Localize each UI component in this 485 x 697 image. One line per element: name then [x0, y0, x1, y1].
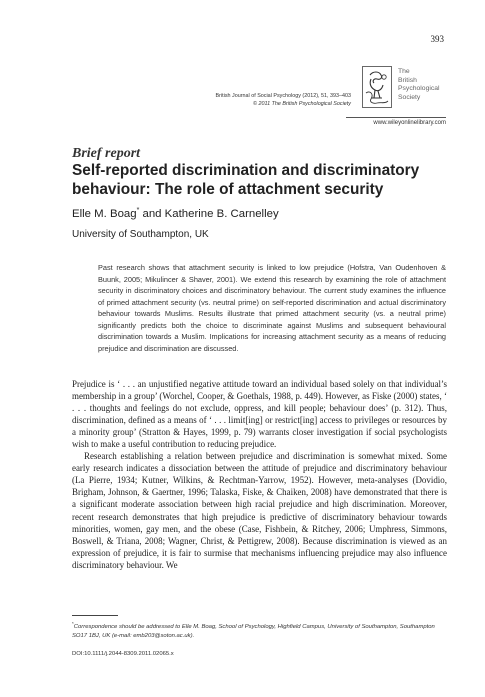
website-link[interactable]: www.wileyonlinelibrary.com	[373, 120, 446, 126]
author-list	[72, 207, 279, 220]
society-name-line: British	[398, 76, 417, 84]
body-paragraph: Research establishing a relation between prejudice and discrimination is somewhat mixed. Some early research indicates a dissociation between the attitude of prejudice and discriminatory behaviour (La Pierre, 1934; Kutner, Wilkins, & Rechtman-Yarrow, 1952). However, meta-analyses (Dovidio, Brigham, Johnson, & Gaertner, 1996; Talaska, Fiske, & Chaiken, 2008) have demonstrated that there is a significant moderate association between high racial prejudice and high discrimination. Moreover, recent research demonstrates that high prejudice is predictive of discriminatory behaviour towards minorities, women, gay men, and the obese (Case, Fishbein, & Ritchey, 2006; Umphress, Simmons, Boswell, & Triana, 2008; Wagner, Christ, & Pettigrew, 2008). Because discrimination is viewed as an expression of prejudice, it is fair to surmise that mechanisms influencing prejudice may also influence discriminatory behaviour. We	[72, 451, 447, 570]
author-name: Katherine B. Carnelley	[164, 207, 279, 220]
page-number: 393	[430, 34, 444, 44]
abstract: Past research shows that attachment security is linked to low prejudice (Hofstra, Van Oudenhoven & Buunk, 2005; Mikulincer & Shaver, 2001). We extend this research by examining the role of attachment security in discriminatory choices and discriminatory behaviour. The current study examines the influence of primed attachment security (vs. neutral prime) on self-reported discrimination and actual discriminatory behaviour towards Muslims. Results illustrate that primed attachment security (vs. a neutral prime) significantly predicts both the choice to discriminate against Muslims and subsequent behavioural discrimination towards a Muslim. Implications for increasing attachment security as a means of reducing prejudice and discrimination are discussed.	[98, 263, 446, 353]
doi: DOI:10.1111/j.2044-8309.2011.02065.x	[72, 651, 174, 657]
society-name-line: Society	[398, 93, 421, 101]
header-divider	[346, 117, 446, 118]
society-name	[398, 68, 440, 102]
journal-info	[216, 92, 351, 108]
article-type: Brief report	[72, 146, 141, 161]
footnote-mark: *	[72, 621, 74, 626]
british-psychological-society-logo	[362, 66, 392, 108]
author-connector: and	[139, 207, 165, 220]
footnote-divider	[72, 615, 118, 616]
body-text	[72, 378, 447, 571]
correspondence-mark: *	[136, 207, 140, 214]
journal-citation: British Journal of Social Psychology (2012), 51, 393–403	[215, 93, 351, 99]
footnote	[72, 619, 450, 642]
journal-copyright: © 2011 The British Psychological Society	[253, 101, 351, 107]
article-title: Self-reported discrimination and discriminatory behaviour: The role of attachment security	[72, 162, 420, 198]
society-name-line: Psychological	[398, 85, 440, 93]
footnote-text: Correspondence should be addressed to Elle M. Boag, School of Psychology, Highfield Campus, University of Southampton, Southampton SO17 1BJ, UK (e-mail: emb203@soton.ac.uk).	[72, 623, 435, 640]
society-name-line: The	[398, 68, 410, 75]
affiliation: University of Southampton, UK	[72, 229, 209, 240]
author-name: Elle M. Boag	[72, 207, 137, 220]
body-paragraph: Prejudice is ‘ . . . an unjustified negative attitude toward an individual based solely on that individual’s membership in a group’ (Worchel, Cooper, & Goethals, 1988, p. 449). However, as Fiske (2000) states, ‘ . . . thoughts and feelings do not exclude, oppress, and kill people; behaviour does’ (p. 312). Thus, discrimination, defined as a means of ‘ . . . limit[ing] or restrict[ing] access to privileges or resources by a minority group’ (Stratton & Hayes, 1999, p. 79) warrants closer investigation if social psychologists wish to make a useful contribution to reducing prejudice.	[72, 379, 447, 450]
